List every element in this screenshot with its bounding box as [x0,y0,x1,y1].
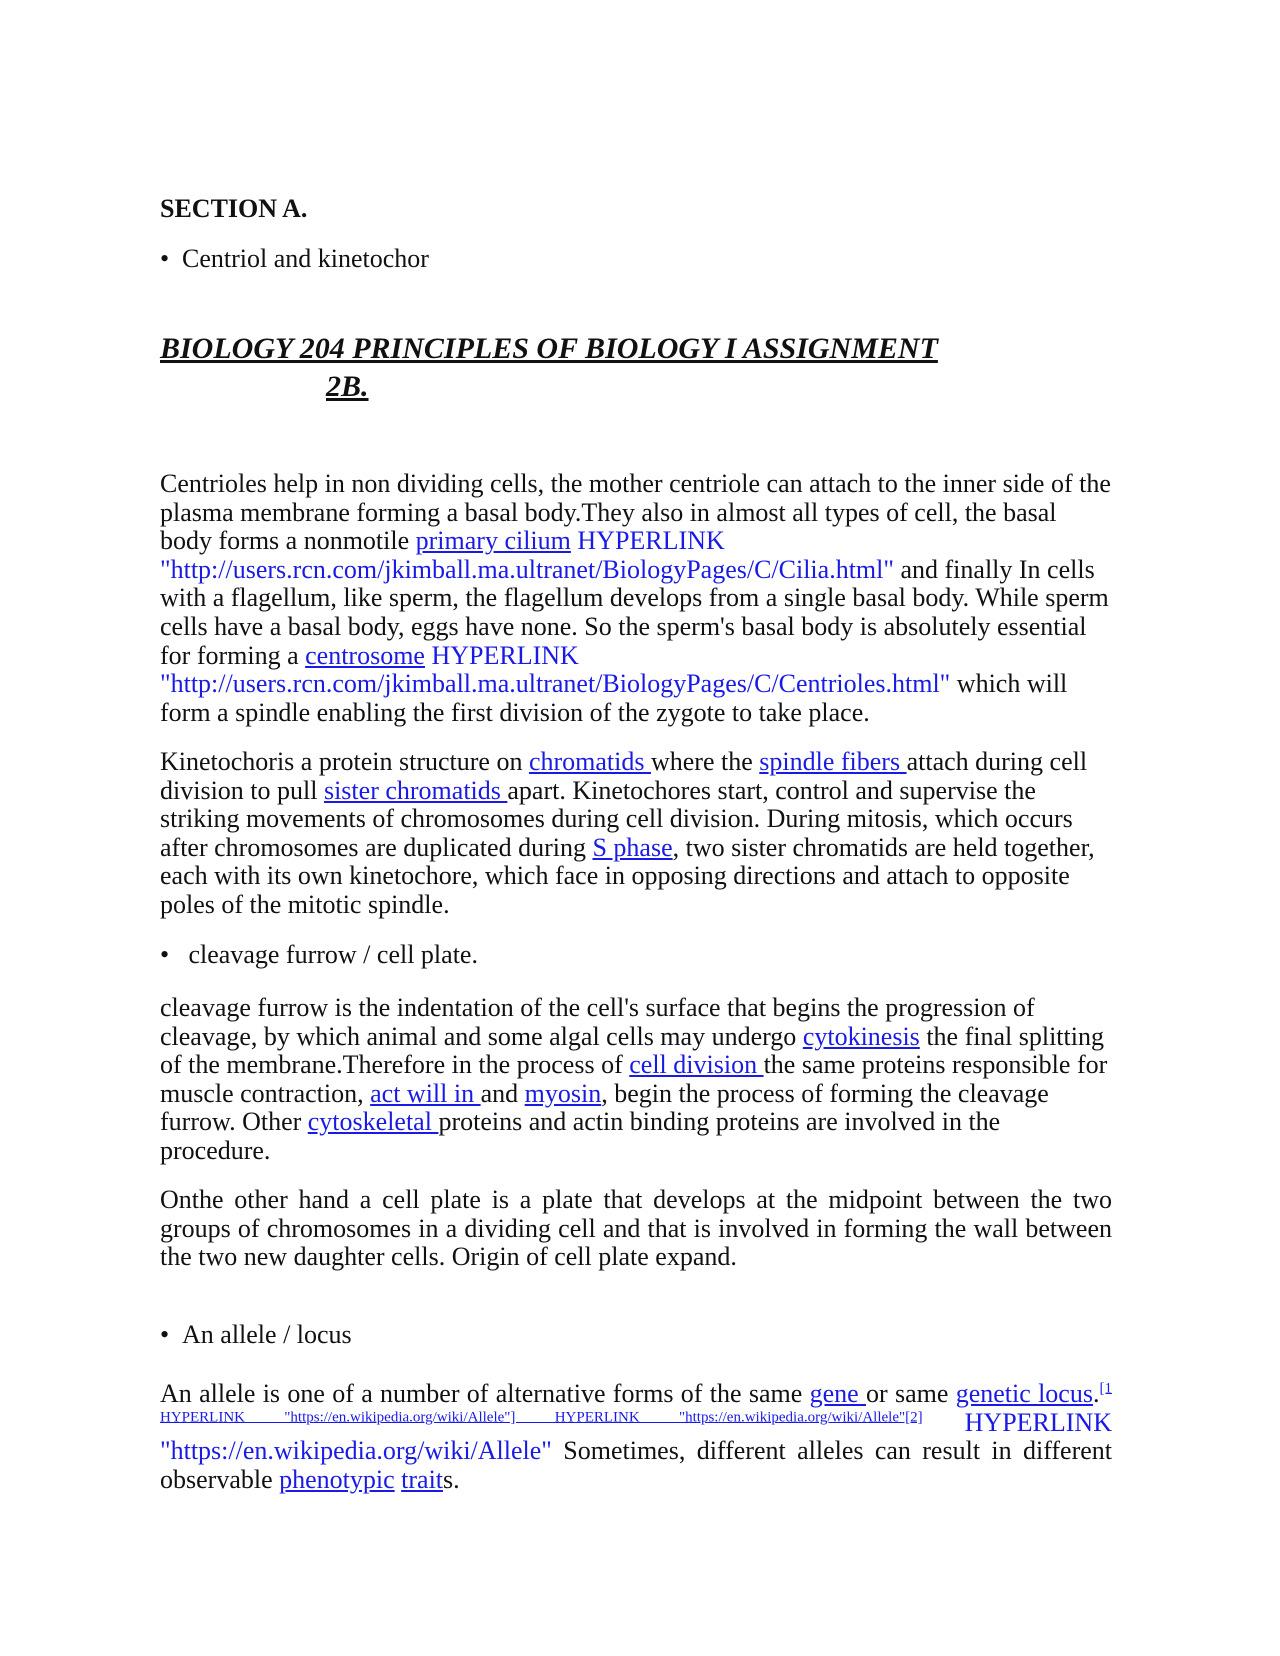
text-run: which will form a spindle enabling the first division of the zygote to take place. [160,669,1068,727]
text-run: cleavage furrow is the indentation of the cell's surface that begins the progression of cleavage, by which animal and some algal cells may undergo [160,993,1035,1051]
text-run: and finally In cells with a flagellum, like sperm, the flagellum develops from a single basal body. While sperm cells have a basal body, eggs have none. So the sperm's basal body is absolutely essential for forming a [160,554,1109,670]
bullet-text: An allele / locus [182,1320,352,1349]
hyperlink-field-code: HYPERLINK "http://users.rcn.com/jkimball.ma.ultranet/BiologyPages/C/Centrioles.html" [160,640,957,699]
link-genetic-locus[interactable]: genetic locus [955,1379,1093,1408]
link-cell-division[interactable]: cell division [629,1050,764,1080]
bullet-cleavage-furrow [160,940,478,970]
assignment-title [160,330,1060,406]
citation-superscript[interactable]: [1 HYPERLINK "https://en.wikipedia.org/wiki/Allele"] HYPERLINK "https://en.wikipedia.org/wiki/Allele"[2] [160,1380,1112,1425]
text-run: An allele is one of a number of alternative forms of the same [160,1379,810,1408]
text-run: s. [443,1464,460,1494]
text-run: Kinetochoris a protein structure on [160,747,529,776]
text-run: attach during cell division to pull [160,747,1088,805]
text-run: , begin the process of forming the cleavage furrow. Other [160,1078,1049,1137]
paragraph-cleavage-furrow [160,994,1112,1166]
text-run: the final splitting of the membrane.Therefore in the process of [160,1021,1104,1080]
paragraph-cell-plate: Onthe other hand a cell plate is a plate that develops at the midpoint between the two groups of chromosomes in a dividing cell and that is involved in forming the wall between the two new daughter cells. Origin of cell plate expand. [160,1185,1112,1272]
title-line-1: BIOLOGY 204 PRINCIPLES OF BIOLOGY I ASSIGNMENT [160,332,938,365]
link-spindle-fibers[interactable]: spindle fibers [759,747,907,776]
bullet-centriol-kinetochor [160,244,429,274]
paragraph-centrioles [160,470,1112,727]
paragraph-allele [160,1380,1112,1494]
bullet-allele-locus [160,1320,352,1350]
text-run: or same [865,1379,956,1408]
text-run: proteins and actin binding proteins are involved in the procedure. [160,1107,1001,1165]
link-primary-cilium[interactable]: primary cilium [415,526,571,556]
link-centrosome[interactable]: centrosome [305,640,425,670]
link-cytokinesis[interactable]: cytokinesis [802,1021,920,1051]
bullet-glyph: • [160,244,170,273]
link-s-phase[interactable]: S phase [592,832,673,862]
text-run: where the [650,747,760,776]
link-trait[interactable]: trait [401,1464,444,1494]
link-cytoskeletal[interactable]: cytoskeletal [307,1107,439,1137]
hyperlink-field-code: HYPERLINK "http://users.rcn.com/jkimball.ma.ultranet/BiologyPages/C/Cilia.html" [160,526,901,584]
paragraph-kinetochore [160,748,1112,920]
text-run: the same proteins responsible for muscle contraction, [160,1050,1108,1108]
bullet-glyph: • [160,1320,170,1349]
title-line-2: 2B. [326,370,369,403]
link-myosin[interactable]: myosin [524,1078,602,1108]
link-chromatids[interactable]: chromatids [528,747,651,776]
text-run: Sometimes, different alleles can result in different observable [160,1436,1113,1494]
text-run: and [480,1078,525,1108]
section-heading: SECTION A. [160,194,308,223]
text-run: Centrioles help in non dividing cells, the mother centriole can attach to the inner side of the plasma membrane forming a basal body.They also in almost all types of cell, the basal body forms a nonmotile [160,469,1111,556]
link-gene[interactable]: gene [809,1379,866,1408]
bullet-text: Centriol and kinetochor [182,244,429,273]
text-run: . [1092,1379,1100,1408]
link-act-will-in[interactable]: act will in [370,1078,481,1108]
bullet-glyph: • [160,940,170,969]
bullet-text: cleavage furrow / cell plate. [182,940,478,969]
link-phenotypic[interactable]: phenotypic [279,1464,395,1494]
text-run: apart. Kinetochores start, control and supervise the striking movements of chromosomes during cell division. During mitosis, which occurs after chromosomes are duplicated during [160,775,1073,862]
text-run: , two sister chromatids are held together, each with its own kinetochore, which face in opposing directions and attach to opposite poles of the mitotic spindle. [160,832,1095,919]
hyperlink-field-code: HYPERLINK "https://en.wikipedia.org/wiki/Allele" [160,1407,1112,1466]
link-sister-chromatids[interactable]: sister chromatids [323,775,508,805]
